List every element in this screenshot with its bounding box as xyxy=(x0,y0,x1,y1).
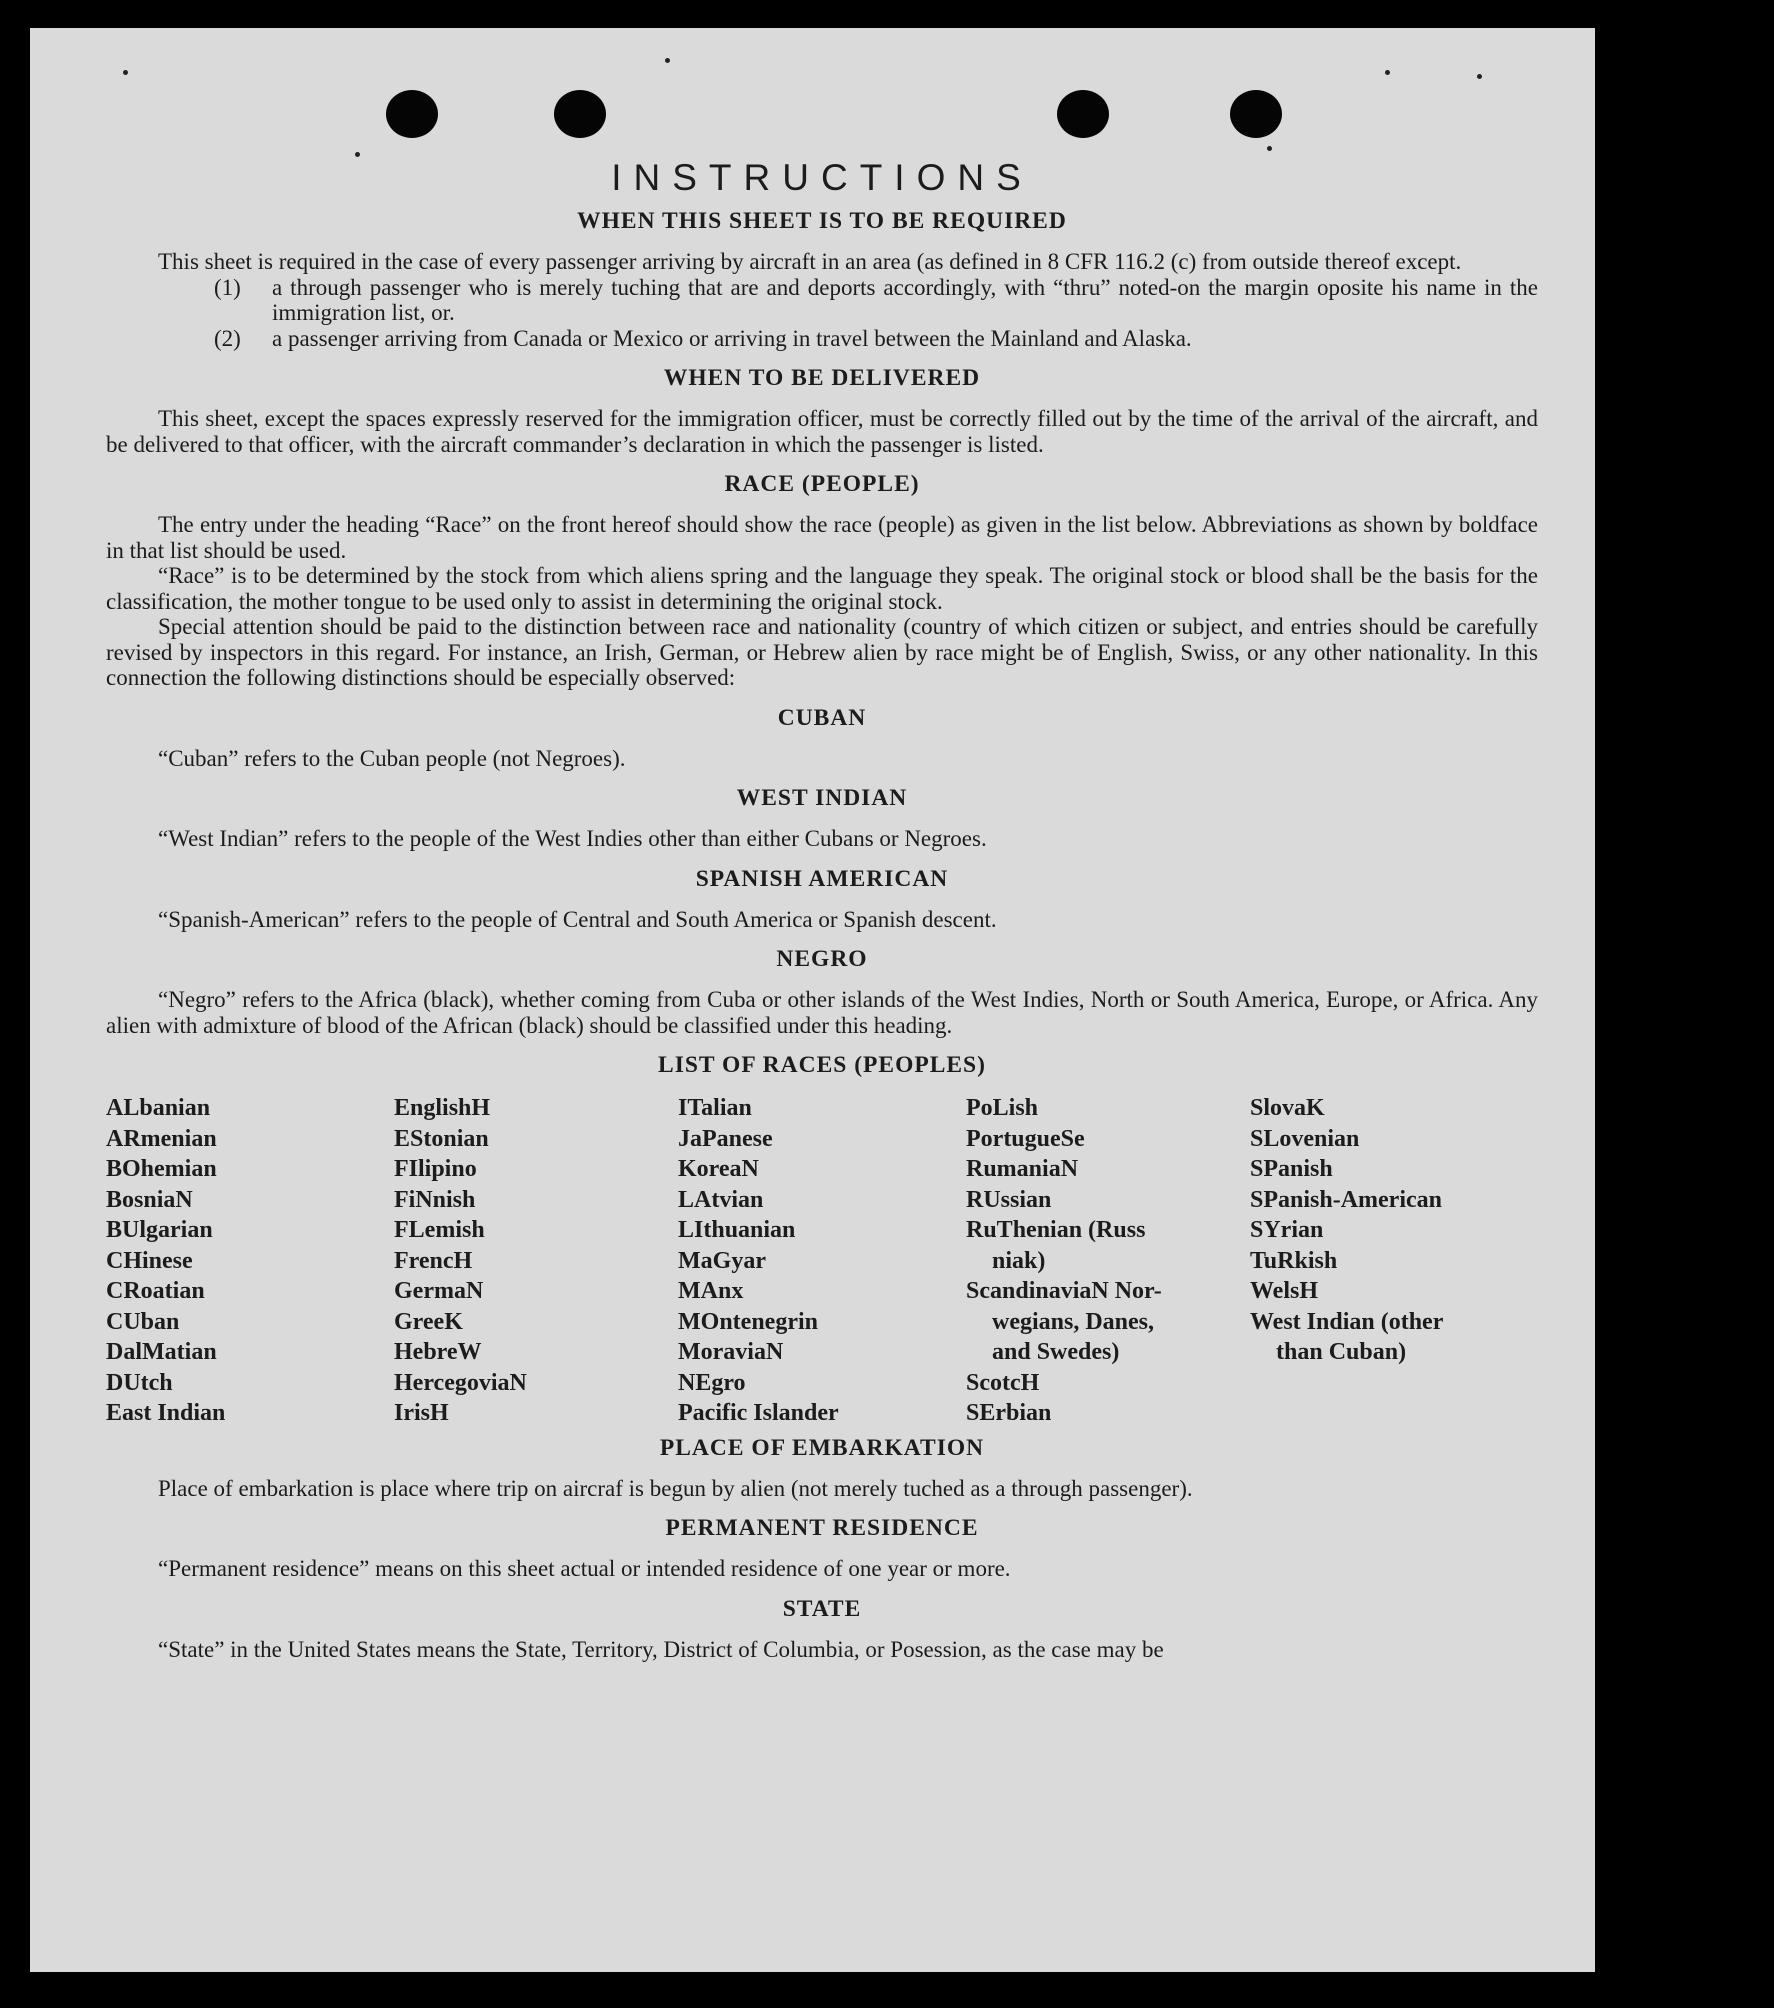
paragraph-west-indian: “West Indian” refers to the people of the West Indies other than either Cubans or Negroes. xyxy=(158,826,987,851)
heading-residence: PERMANENT RESIDENCE xyxy=(665,1515,979,1541)
race-item: MaGyar xyxy=(678,1247,766,1274)
race-item: CRoatian xyxy=(106,1278,205,1304)
race-item: CHinese xyxy=(106,1247,193,1274)
speck xyxy=(1477,74,1482,79)
race-column xyxy=(966,1093,1250,1429)
race-item: HebreW xyxy=(394,1339,482,1365)
heading-negro: NEGRO xyxy=(776,946,868,972)
document-sheet xyxy=(30,28,1595,1972)
paragraph-required-intro: This sheet is required in the case of every passenger arriving by aircraft in an area (as defined in 8 CFR 116.2 (c) from outside thereof except. xyxy=(158,249,1462,274)
race-column xyxy=(678,1093,966,1429)
race-item: and Swedes) xyxy=(992,1339,1120,1365)
heading-state: STATE xyxy=(782,1595,862,1622)
race-item: SPanish xyxy=(1250,1156,1333,1182)
race-list xyxy=(106,1093,1538,1429)
race-item: FLemish xyxy=(394,1217,485,1243)
paragraph-cuban: “Cuban” refers to the Cuban people (not Negroes). xyxy=(158,745,626,771)
race-item: MOntenegrin xyxy=(678,1308,818,1335)
race-item: ARmenian xyxy=(106,1125,217,1152)
race-item: RuThenian (Russ xyxy=(966,1217,1146,1243)
race-item: wegians, Danes, xyxy=(992,1308,1155,1335)
item-number: (1) xyxy=(214,274,241,300)
race-item: MoraviaN xyxy=(678,1339,784,1365)
race-item: FrencH xyxy=(394,1247,473,1274)
paragraph-delivered: This sheet, except the spaces expressly reserved for the immigration officer, must be correctly filled out by the time of the arrival of the aircraft, and be delivered to that officer, with the aircraft commander’s declaration in which the passenger is listed. xyxy=(106,406,1538,457)
race-column xyxy=(1250,1093,1538,1429)
race-item: SErbian xyxy=(966,1400,1052,1426)
race-item: KoreaN xyxy=(678,1156,759,1182)
heading-west-indian: WEST INDIAN xyxy=(736,785,908,811)
race-item: DalMatian xyxy=(106,1339,217,1365)
race-item: HercegoviaN xyxy=(394,1369,527,1396)
race-item: BOhemian xyxy=(106,1156,217,1182)
race-item: ITalian xyxy=(678,1095,752,1121)
race-item: PoLish xyxy=(966,1095,1039,1121)
race-item: IrisH xyxy=(394,1400,449,1426)
race-item: EStonian xyxy=(394,1125,489,1152)
heading-delivered: WHEN TO BE DELIVERED xyxy=(663,365,981,391)
item-text: a passenger arriving from Canada or Mexico or arriving in travel between the Mainland and Alaska. xyxy=(272,325,1192,351)
race-column xyxy=(394,1093,678,1429)
heading-spanish-american: SPANISH AMERICAN xyxy=(695,865,949,892)
race-item: ScotcH xyxy=(966,1369,1040,1396)
race-item: SlovaK xyxy=(1250,1095,1325,1121)
race-item: SYrian xyxy=(1250,1217,1324,1243)
heading-list-of-races: LIST OF RACES (PEOPLES) xyxy=(658,1052,986,1078)
race-item: TuRkish xyxy=(1250,1247,1338,1274)
race-item: GermaN xyxy=(394,1278,484,1304)
race-item: CUban xyxy=(106,1308,180,1335)
speck xyxy=(1385,70,1390,75)
race-item: ALbanian xyxy=(106,1095,211,1121)
race-item: than Cuban) xyxy=(1276,1339,1407,1365)
speck xyxy=(1267,146,1272,151)
race-item: MAnx xyxy=(678,1278,744,1304)
race-item: SPanish-American xyxy=(1250,1186,1442,1213)
race-item: LAtvian xyxy=(678,1186,764,1213)
race-item: East Indian xyxy=(106,1400,226,1426)
punch-hole xyxy=(1230,90,1282,138)
heading-cuban: CUBAN xyxy=(777,704,867,731)
item-number: (2) xyxy=(214,325,241,351)
list-item xyxy=(214,326,1538,352)
speck xyxy=(123,70,128,75)
paragraph-state: “State” in the United States means the State, Territory, District of Columbia, or Posession, as the case may be xyxy=(158,1636,1164,1662)
race-item: RumaniaN xyxy=(966,1156,1079,1182)
race-item: JaPanese xyxy=(678,1125,773,1152)
race-item: WelsH xyxy=(1250,1278,1319,1304)
race-item: RUssian xyxy=(966,1186,1052,1213)
race-item: PortugueSe xyxy=(966,1125,1085,1152)
race-item: FIlipino xyxy=(394,1156,477,1182)
punch-hole xyxy=(554,90,606,138)
punch-hole xyxy=(1057,90,1109,138)
item-text: a through passenger who is merely tuching that are and deports accordingly, with “thru” noted-on the margin oposite his name in the immigration list, or. xyxy=(272,274,1538,325)
speck xyxy=(355,152,360,157)
paragraph-embarkation: Place of embarkation is place where trip on aircraf is begun by alien (not merely tuched as a through passenger). xyxy=(158,1475,1193,1501)
speck xyxy=(665,58,670,63)
page-title: INSTRUCTIONS xyxy=(611,157,1033,198)
race-item: West Indian (other xyxy=(1250,1308,1444,1335)
race-item: Pacific Islander xyxy=(678,1400,839,1426)
race-item: niak) xyxy=(992,1247,1046,1274)
race-column xyxy=(106,1093,394,1429)
race-item: DUtch xyxy=(106,1369,173,1396)
race-item: NEgro xyxy=(678,1369,746,1396)
paragraph-spanish-american: “Spanish-American” refers to the people of Central and South America or Spanish descent. xyxy=(158,906,997,932)
race-item: SLovenian xyxy=(1250,1125,1360,1152)
paragraph-residence: “Permanent residence” means on this sheet actual or intended residence of one year or more. xyxy=(158,1556,1011,1581)
heading-race: RACE (PEOPLE) xyxy=(724,471,920,497)
heading-required: WHEN THIS SHEET IS TO BE REQUIRED xyxy=(577,208,1067,234)
paragraph-race-3: Special attention should be paid to the distinction between race and nationality (country of which citizen or subject, and entries should be carefully revised by inspectors in this regard. For instance, an Irish, German, or Hebrew alien by race might be of English, Swiss, or any other nationality. In this connection the following distinctions should be especially observed: xyxy=(106,614,1538,690)
paragraph-race-2: “Race” is to be determined by the stock from which aliens spring and the language they speak. The original stock or blood shall be the basis for the classification, the mother tongue to be used only to assist in determining the original stock. xyxy=(106,563,1538,614)
document-body xyxy=(106,158,1538,1662)
paragraph-negro: “Negro” refers to the Africa (black), whether coming from Cuba or other islands of the West Indies, North or South America, Europe, or Africa. Any alien with admixture of blood of the African (black) should be classified under this heading. xyxy=(106,987,1538,1038)
race-item: BUlgarian xyxy=(106,1217,213,1243)
list-item xyxy=(214,275,1538,326)
race-item: FiNnish xyxy=(394,1186,476,1213)
race-item: LIthuanian xyxy=(678,1217,796,1243)
heading-embarkation: PLACE OF EMBARKATION xyxy=(659,1434,985,1461)
race-item: EnglishH xyxy=(394,1095,491,1121)
race-item: GreeK xyxy=(394,1308,463,1335)
race-item: ScandinaviaN Nor- xyxy=(966,1278,1162,1304)
race-item: BosniaN xyxy=(106,1186,193,1213)
paragraph-race-1: The entry under the heading “Race” on the front hereof should show the race (people) as given in the list below. Abbreviations as shown by boldface in that list should be used. xyxy=(106,512,1538,563)
punch-hole xyxy=(386,90,438,138)
